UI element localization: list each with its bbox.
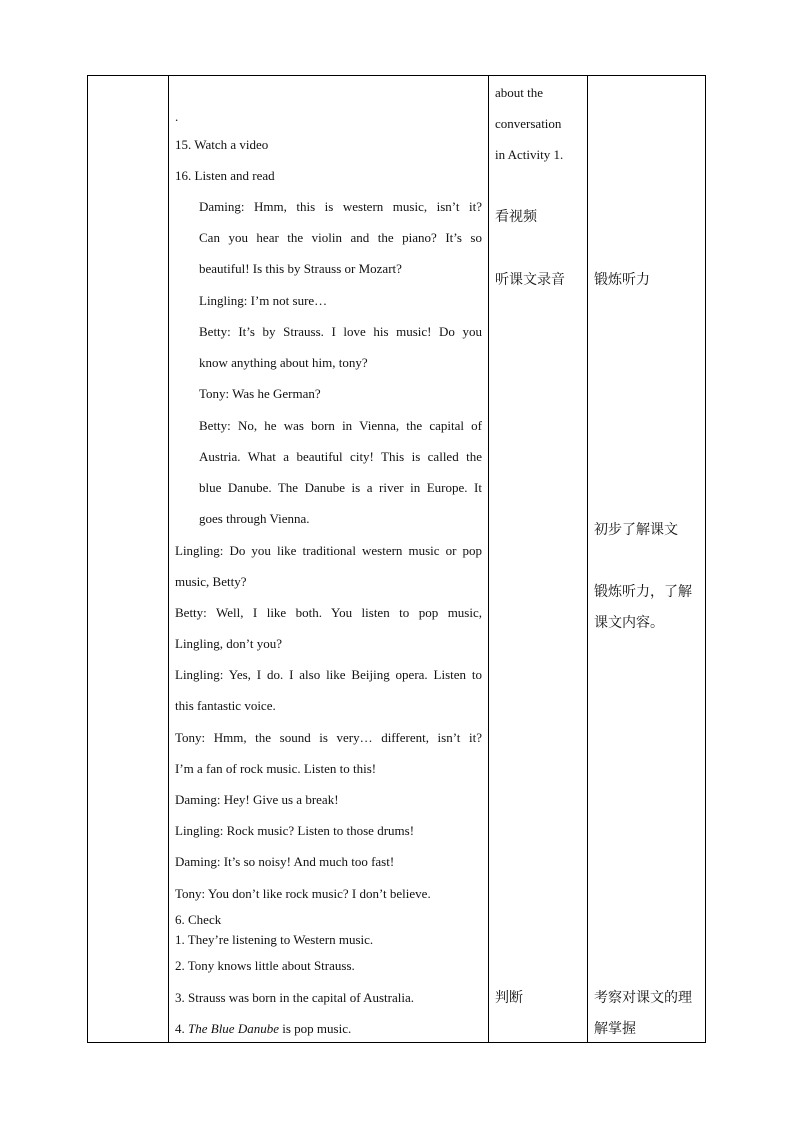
dialogue-line: Daming: Hmm, this is western music, isn’t it?	[199, 199, 482, 214]
dialogue-line: this fantastic voice.	[175, 698, 276, 713]
purpose-text: 课文内容。	[594, 615, 664, 631]
purpose-text: 锻炼听力	[594, 272, 650, 288]
check-title: 6. Check	[175, 912, 222, 927]
student-activity-column	[489, 76, 587, 1042]
check-item	[175, 1021, 351, 1037]
teaching-content-column	[169, 76, 488, 1042]
dialogue-line: Lingling: I’m not sure…	[199, 293, 328, 308]
student-activity-text: in Activity 1.	[495, 147, 564, 162]
dialogue-line: goes through Vienna.	[199, 511, 310, 526]
dot-mark: .	[175, 109, 179, 124]
check-item: 3. Strauss was born in the capital of Australia.	[175, 990, 415, 1005]
dialogue-line: Tony: Hmm, the sound is very… different, isn’t it?	[175, 730, 482, 745]
student-activity-judge: 判断	[495, 990, 523, 1006]
student-activity-watch: 看视频	[495, 209, 537, 225]
check-item-title: The Blue Danube	[188, 1021, 279, 1036]
dialogue-line: Betty: No, he was born in Vienna, the capital of	[199, 418, 482, 433]
purpose-text: 解掌握	[594, 1021, 636, 1037]
lesson-table	[87, 75, 706, 1043]
item-watch-video: 15. Watch a video	[175, 137, 269, 152]
dialogue-line: Lingling: Do you like traditional western music or pop	[175, 543, 482, 558]
purpose-text: 考察对课文的理	[594, 990, 692, 1006]
dialogue-line: Austria. What a beautiful city! This is called the	[199, 449, 482, 464]
check-item-rest: is pop music.	[278, 1021, 352, 1036]
dialogue-line: Lingling: Yes, I do. I also like Beijing opera. Listen to	[175, 667, 482, 682]
student-activity-listen: 听课文录音	[495, 272, 565, 288]
student-activity-text: conversation	[495, 116, 562, 131]
purpose-text: 初步了解课文	[594, 522, 678, 538]
dialogue-line: I’m a fan of rock music. Listen to this!	[175, 761, 377, 776]
dialogue-line: know anything about him, tony?	[199, 355, 368, 370]
check-item: 1. They’re listening to Western music.	[175, 932, 374, 947]
dialogue-line: blue Danube. The Danube is a river in Europe. It	[199, 480, 482, 495]
dialogue-line: Lingling, don’t you?	[175, 636, 283, 651]
dialogue-line: Daming: It’s so noisy! And much too fast!	[175, 854, 395, 869]
check-item-number: 4.	[175, 1021, 188, 1036]
dialogue-line: Daming: Hey! Give us a break!	[175, 792, 339, 807]
dialogue-line: Tony: You don’t like rock music? I don’t believe.	[175, 886, 431, 901]
dialogue-line: Can you hear the violin and the piano? It’s so	[199, 230, 482, 245]
check-item: 2. Tony knows little about Strauss.	[175, 958, 355, 973]
purpose-column	[588, 76, 705, 1042]
dialogue-line: music, Betty?	[175, 574, 247, 589]
dialogue-line: Lingling: Rock music? Listen to those drums!	[175, 823, 415, 838]
purpose-text: 锻炼听力，了解	[594, 584, 692, 600]
student-activity-text: about the	[495, 85, 544, 100]
dialogue-line: Betty: It’s by Strauss. I love his music! Do you	[199, 324, 482, 339]
dialogue-line: Tony: Was he German?	[199, 386, 321, 401]
item-listen-read: 16. Listen and read	[175, 168, 275, 183]
dialogue-line: beautiful! Is this by Strauss or Mozart?	[199, 261, 402, 276]
step-column	[88, 76, 168, 1042]
dialogue-line: Betty: Well, I like both. You listen to pop music,	[175, 605, 482, 620]
